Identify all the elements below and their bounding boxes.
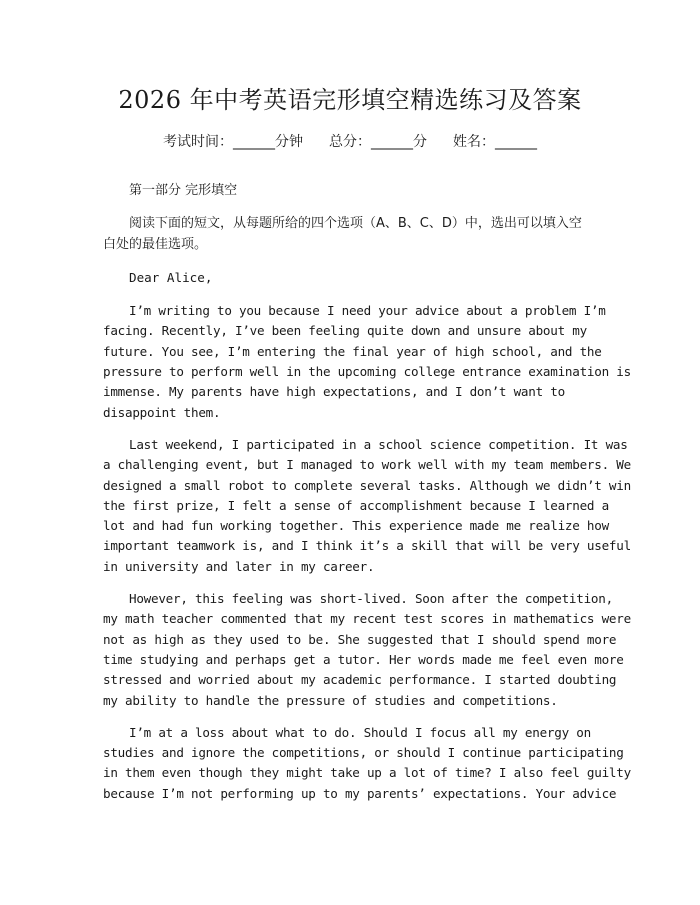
text-line: facing. Recently, I’ve been feeling quite down and unsure about my [103, 323, 587, 339]
text-line: stressed and worried about my academic performance. I started doubting [103, 672, 617, 688]
text-line: in university and later in my career. [103, 558, 375, 574]
text-line: Last weekend, I participated in a school science competition. It was [129, 436, 628, 452]
text-line: pressure to perform well in the upcoming college entrance examination is [103, 364, 631, 380]
instructions-line: 白处的最佳选项。 [103, 236, 208, 252]
text-line: immense. My parents have high expectations, and I don’t want to [103, 384, 565, 400]
exam-time-field: 考试时间：______分钟 [163, 134, 303, 150]
student-name-field: 姓名：______ [453, 134, 537, 150]
text-line: in them even though they might take up a lot of time? I also feel guilty [103, 765, 631, 781]
document-title: 2026 年中考英语完形填空精选练习及答案 [118, 86, 582, 114]
letter-paragraph [103, 301, 631, 423]
text-line: the first prize, I felt a sense of accomplishment because I learned a [103, 497, 609, 513]
text-line: studies and ignore the competitions, or should I continue participating [103, 745, 624, 761]
letter-paragraph [103, 723, 631, 804]
letter-paragraph [103, 589, 631, 711]
instructions [103, 214, 603, 255]
text-line: disappoint them. [103, 404, 221, 420]
total-score-field: 总分：______分 [329, 134, 427, 150]
text-line: future. You see, I’m entering the final year of high school, and the [103, 343, 602, 359]
text-line: a challenging event, but I managed to work well with my team members. We [103, 457, 631, 473]
text-line: not as high as they used to be. She suggested that I should spend more [103, 631, 617, 647]
instructions-line: 阅读下面的短文，从每题所给的四个选项（A、B、C、D）中，选出可以填入空 [129, 216, 582, 232]
text-line: time studying and perhaps get a tutor. Her words made me feel even more [103, 651, 624, 667]
text-line: important teamwork is, and I think it’s a skill that will be very useful [103, 538, 631, 554]
text-line: my ability to handle the pressure of studies and competitions. [103, 692, 558, 708]
text-line: I’m writing to you because I need your advice about a problem I’m [129, 303, 606, 319]
section-heading: 第一部分 完形填空 [129, 183, 238, 198]
text-line: designed a small robot to complete several tasks. Although we didn’t win [103, 477, 631, 493]
text-line: However, this feeling was short-lived. Soon after the competition, [129, 591, 613, 607]
letter-salutation: Dear Alice, [129, 269, 213, 285]
text-line: because I’m not performing up to my parents’ expectations. Your advice [103, 785, 617, 801]
letter-paragraph [103, 435, 631, 577]
document-body [103, 181, 631, 816]
text-line: my math teacher commented that my recent test scores in mathematics were [103, 611, 631, 627]
text-line: I’m at a loss about what to do. Should I focus all my energy on [129, 724, 591, 740]
exam-meta-line [0, 131, 700, 151]
text-line: lot and had fun working together. This experience made me realize how [103, 518, 609, 534]
